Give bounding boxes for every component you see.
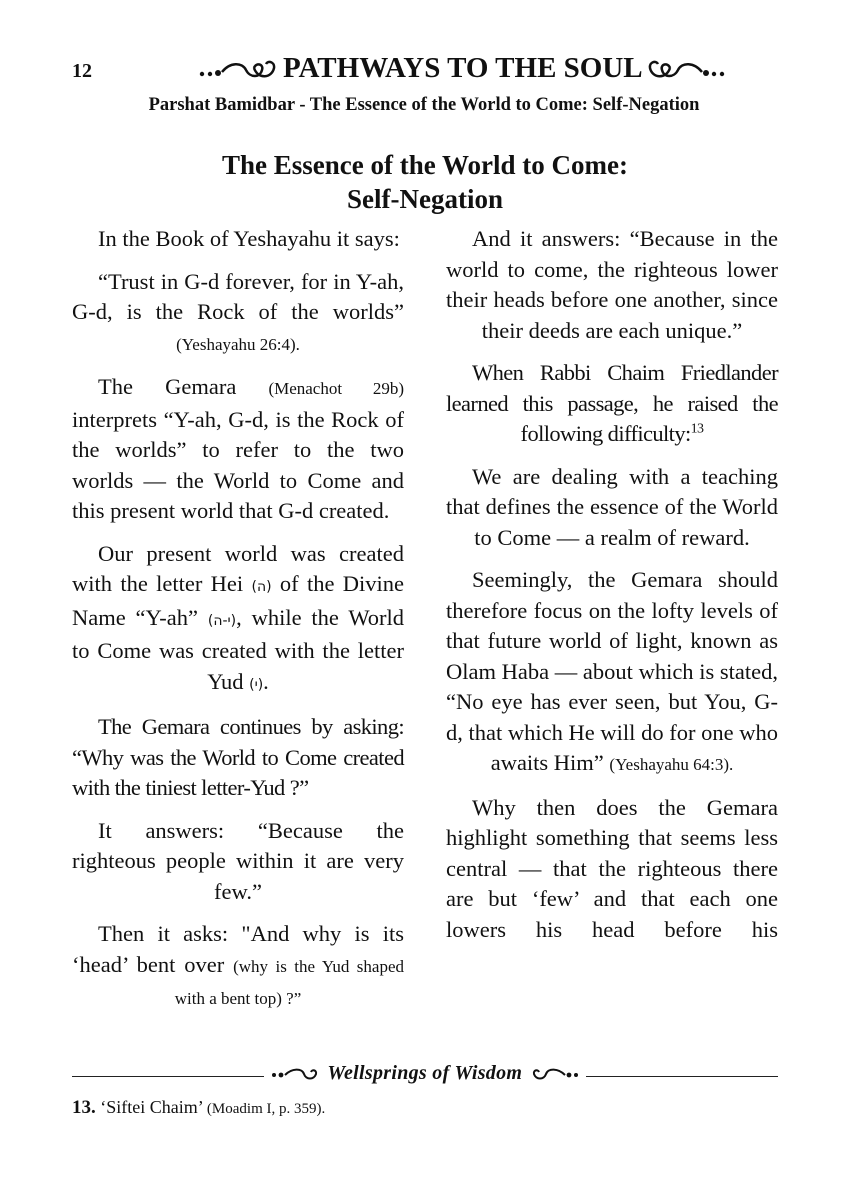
right-paragraph-1: And it answers: “Because in the world to come, the righteous lower their heads before one another, since their deeds are each unique.”: [446, 226, 778, 343]
hebrew-letter-yud: (י): [249, 676, 264, 693]
chapter-subtitle: Parshat Bamidbar - The Essence of the World to Come: Self-Negation: [148, 95, 700, 115]
text-run: The Gemara: [98, 374, 237, 399]
article-title-line-1: The Essence of the World to Come:: [222, 150, 628, 180]
left-paragraph-3: [72, 372, 404, 527]
left-flourish-icon: [196, 58, 276, 82]
text-run: interprets “Y-ah, G-d, is the Rock of the worlds” to refer to the two worlds — the World to Come and this present world that G-d created.: [72, 406, 404, 523]
verse-reference: (Yeshayahu 26:4).: [176, 334, 300, 354]
text-run: Seemingly, the Gemara should therefore focus on the lofty levels of that future world of light, known as Olam Haba — about which is stated, “No eye has ever seen, but You, G-d, that which He will do for one who awaits Him”: [446, 567, 778, 775]
page-number: 12: [72, 60, 92, 82]
right-paragraph-4: [446, 565, 778, 781]
right-paragraph-3: We are dealing with a teaching that defines the essence of the World to Come — a realm of reward.: [446, 463, 778, 550]
text-run: of the Divine Name “Y-ah”: [72, 571, 405, 630]
text-run: Our present world was created with the letter Hei: [72, 540, 404, 596]
text-run: When Rabbi Chaim Friedlander learned this passage, he raised the following difficulty:: [446, 360, 778, 446]
parenthetical-note: (why is the Yud shaped with a bent top) ?”: [174, 956, 405, 1008]
footnote: [72, 1097, 778, 1119]
verse-quote: “Trust in G-d forever, for in Y-ah, G-d, is the Rock of the worlds”: [72, 268, 404, 324]
left-paragraph-5: The Gemara continues by asking: “Why was the World to Come created with the tiniest letter-Yud ?”: [72, 714, 404, 800]
left-paragraph-6: It answers: “Because the righteous people within it are very few.”: [72, 817, 404, 904]
footer-banner: [72, 1062, 778, 1092]
left-column: [72, 224, 404, 1027]
footnote-number: 13.: [72, 1097, 96, 1118]
running-title-wrap: [132, 52, 792, 85]
left-paragraph-1: In the Book of Yeshayahu it says:: [98, 226, 400, 251]
gemara-reference: (Menachot 29b): [268, 379, 404, 398]
article-title-line-2: Self-Negation: [347, 184, 503, 214]
verse-reference: (Yeshayahu 64:3).: [609, 755, 734, 774]
hebrew-letter-hei: (ה): [251, 579, 272, 595]
text-run: , while the World to Come was created with the letter Yud: [72, 604, 405, 694]
footnote-marker: 13: [690, 421, 704, 437]
right-column: [446, 224, 778, 957]
right-paragraph-5: Why then does the Gemara highlight something that seems less central — that the righteous there are but ‘few’ and that each one lowers his head before his: [446, 794, 778, 942]
left-paragraph-7: [72, 919, 404, 1015]
page-header: [72, 52, 772, 92]
footnote-reference: (Moadim I, p. 359).: [206, 1101, 326, 1117]
text-run: Then it asks: "And why is its ‘head’ bent over: [72, 921, 404, 977]
article-title: [72, 148, 778, 216]
running-title: PATHWAYS TO THE SOUL: [282, 52, 642, 84]
footer-banner-wrap: [264, 1062, 585, 1084]
hebrew-name-yah: (י-ה): [207, 612, 237, 629]
footer-right-flourish-icon: [528, 1066, 580, 1082]
footer-left-flourish-icon: [270, 1066, 322, 1082]
footnote-text: ‘Siftei Chaim’: [100, 1097, 203, 1117]
left-paragraph-4: [72, 539, 404, 701]
right-paragraph-2: [446, 358, 778, 450]
text-run: .: [263, 668, 269, 694]
footer-banner-text: Wellsprings of Wisdom: [327, 1062, 523, 1084]
left-paragraph-2: [72, 267, 404, 361]
right-flourish-icon: [648, 58, 728, 82]
footer-banner-label: [72, 1062, 778, 1085]
